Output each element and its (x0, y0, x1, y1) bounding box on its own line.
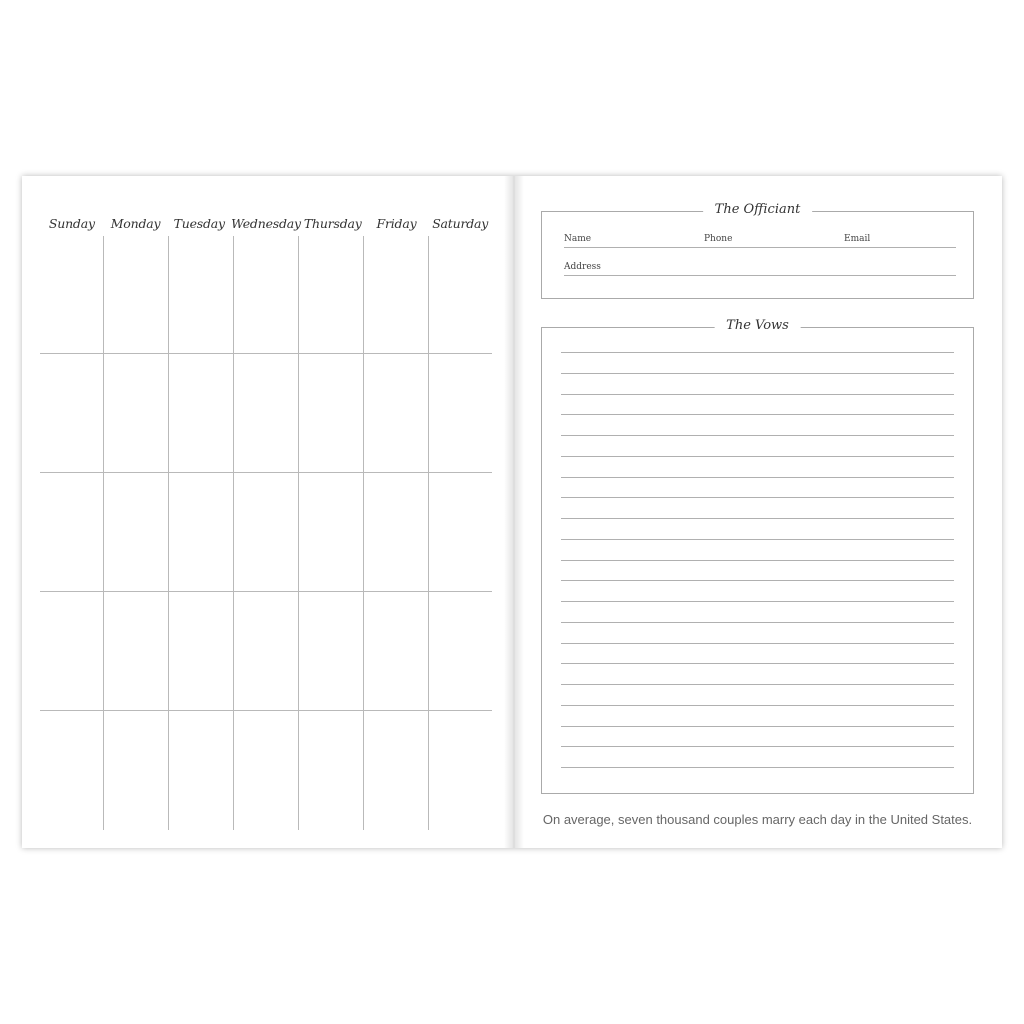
row-divider (40, 472, 492, 473)
row-divider (40, 710, 492, 711)
writing-line[interactable] (561, 394, 954, 395)
column-divider (103, 236, 104, 830)
vows-box (541, 318, 974, 794)
writing-line[interactable] (561, 663, 954, 664)
officiant-title: The Officiant (703, 202, 813, 217)
address-label: Address (564, 262, 601, 272)
writing-line[interactable] (561, 477, 954, 478)
weekday-thursday: Thursday (303, 216, 362, 231)
column-divider (168, 236, 169, 830)
row-divider (40, 353, 492, 354)
weekday-tuesday: Tuesday (173, 216, 225, 231)
writing-line[interactable] (561, 352, 954, 353)
weekday-sunday: Sunday (48, 216, 95, 231)
name-label: Name (564, 234, 592, 244)
officiant-box (541, 202, 974, 299)
writing-line[interactable] (561, 746, 954, 747)
vows-title: The Vows (714, 318, 801, 333)
writing-line[interactable] (561, 373, 954, 374)
calendar-page (22, 176, 513, 848)
column-divider (428, 236, 429, 830)
writing-line[interactable] (561, 643, 954, 644)
planner-spread (22, 176, 1002, 848)
writing-line[interactable] (561, 767, 954, 768)
writing-line[interactable] (561, 580, 954, 581)
writing-line[interactable] (561, 456, 954, 457)
officiant-vows-page (513, 176, 1002, 848)
email-label: Email (844, 234, 871, 244)
weekday-monday: Monday (110, 216, 161, 231)
writing-line[interactable] (561, 622, 954, 623)
weekday-wednesday: Wednesday (231, 216, 301, 231)
writing-line[interactable] (561, 705, 954, 706)
row-divider (40, 591, 492, 592)
writing-line[interactable] (561, 726, 954, 727)
column-divider (298, 236, 299, 830)
column-divider (363, 236, 364, 830)
writing-line[interactable] (561, 560, 954, 561)
writing-line[interactable] (561, 497, 954, 498)
weekday-saturday: Saturday (432, 216, 489, 231)
weekday-friday: Friday (376, 216, 417, 231)
writing-line[interactable] (561, 601, 954, 602)
phone-label: Phone (704, 234, 733, 244)
contact-line[interactable] (564, 247, 956, 248)
wedding-fact: On average, seven thousand couples marry each day in the United States. (542, 812, 973, 827)
address-line[interactable] (564, 275, 956, 276)
writing-line[interactable] (561, 684, 954, 685)
writing-line[interactable] (561, 414, 954, 415)
writing-line[interactable] (561, 518, 954, 519)
writing-line[interactable] (561, 435, 954, 436)
calendar-grid (22, 176, 513, 848)
column-divider (233, 236, 234, 830)
writing-line[interactable] (561, 539, 954, 540)
